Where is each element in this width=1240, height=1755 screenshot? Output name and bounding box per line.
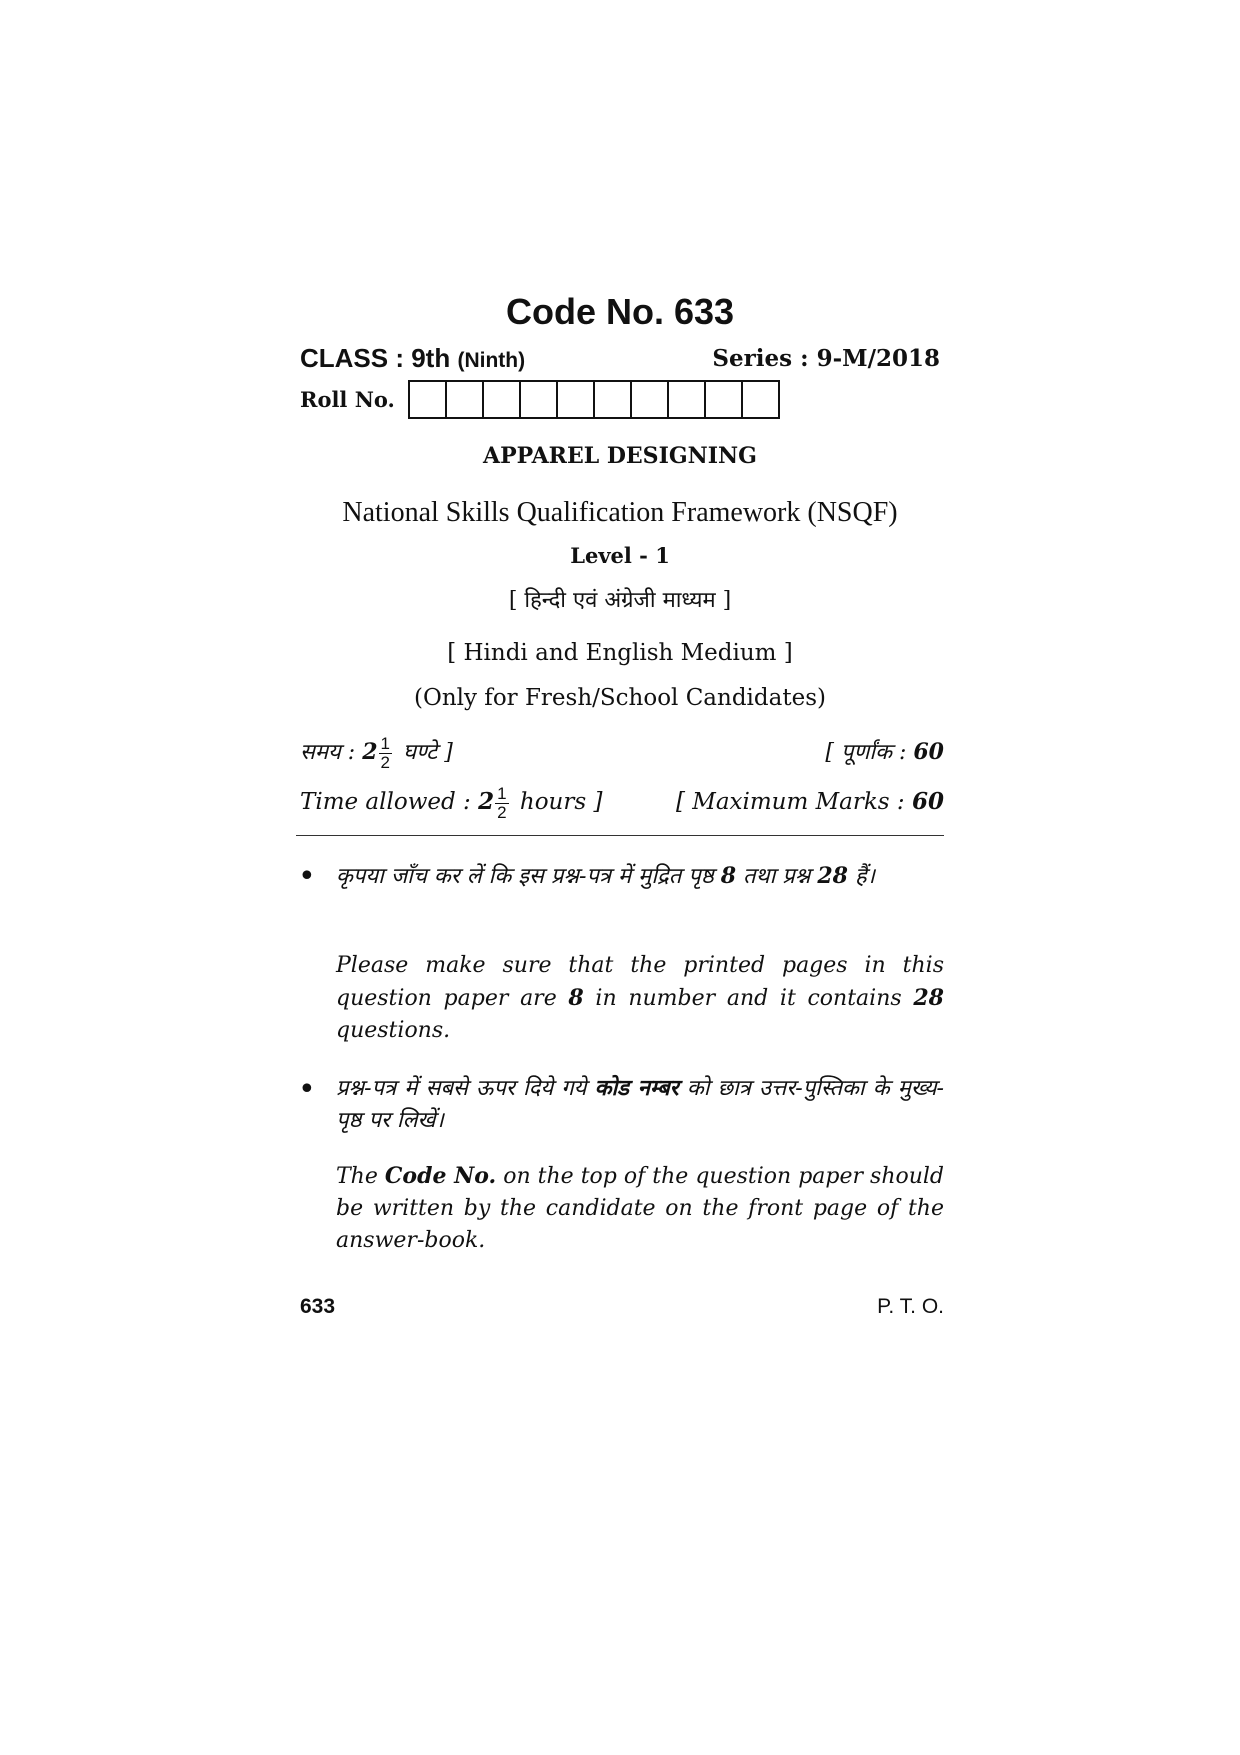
roll-number-box	[741, 380, 780, 419]
text: The	[336, 1164, 385, 1189]
roll-number-box	[408, 380, 447, 419]
frac-num: 1	[497, 783, 507, 803]
roll-number-box	[519, 380, 558, 419]
medium-english: [ Hindi and English Medium ]	[447, 640, 793, 666]
class-small: (Ninth)	[457, 349, 526, 372]
code-number-bold: कोड नम्बर	[594, 1075, 679, 1101]
bullet-1: •	[298, 859, 316, 894]
text: को छात्र उत्तर-पुस्तिका के मुख्य-पृष्ठ पर लिखें।	[336, 1076, 944, 1133]
bullet-2: •	[298, 1072, 316, 1107]
text: Please make sure that the printed pages in this question paper are	[336, 953, 944, 1011]
instruction-1-hindi	[336, 860, 944, 893]
roll-number-box	[704, 380, 743, 419]
roll-number-box	[630, 380, 669, 419]
footer-code: 633	[300, 1295, 336, 1318]
marks-english	[676, 782, 944, 822]
text: कृपया जाँच कर लें कि इस प्रश्न-पत्र में मुद्रित पृष्ठ	[336, 864, 721, 889]
roll-number-box	[445, 380, 484, 419]
time-whole-hi: 2	[362, 739, 378, 765]
code-no-bold: Code No.	[384, 1163, 497, 1189]
roll-number-boxes	[408, 380, 780, 419]
subject-title: APPAREL DESIGNING	[483, 443, 757, 469]
roll-number-label: Roll No.	[300, 387, 395, 412]
medium-hindi: [ हिन्दी एवं अंग्रेजी माध्यम ]	[508, 588, 732, 613]
roll-number-box	[482, 380, 521, 419]
text: questions.	[336, 1018, 451, 1043]
time-whole-en: 2	[478, 788, 495, 815]
level-label: Level - 1	[570, 543, 670, 568]
footer-pto: P. T. O.	[877, 1295, 944, 1318]
roll-number-box	[593, 380, 632, 419]
time-en-unit: hours ]	[519, 789, 603, 815]
instruction-1-english	[336, 950, 944, 1047]
text: तथा प्रश्न	[736, 864, 818, 889]
frac-den: 2	[497, 802, 507, 822]
marks-hi-label: [ पूर्णांक :	[825, 740, 914, 765]
marks-value-en: 60	[911, 788, 944, 815]
time-hi-unit: घण्टे ]	[402, 740, 453, 765]
class-label	[300, 340, 525, 379]
frac-den: 2	[380, 752, 390, 772]
marks-value-hi: 60	[913, 739, 944, 765]
marks-hindi	[825, 732, 944, 773]
frac-num: 1	[380, 733, 390, 753]
class-value: CLASS : 9th	[300, 343, 451, 373]
time-fraction-hi	[379, 735, 392, 772]
framework-title: National Skills Qualification Framework (NSQF)	[342, 497, 898, 528]
marks-en-label: [ Maximum Marks :	[675, 789, 912, 815]
text: on the top of the question paper should be written by the candidate on the front page of the answer-book.	[336, 1164, 945, 1253]
time-hindi	[300, 732, 453, 773]
text: in number and it contains	[583, 986, 914, 1011]
time-english	[300, 782, 602, 822]
series-label: Series : 9-M/2018	[712, 345, 940, 372]
time-fraction-en	[495, 785, 508, 822]
instruction-2-hindi	[336, 1072, 944, 1137]
pages-count: 8	[720, 863, 736, 889]
roll-number-box	[556, 380, 595, 419]
text: हैं।	[847, 864, 875, 889]
question-count: 28	[913, 985, 944, 1011]
candidates-note: (Only for Fresh/School Candidates)	[414, 685, 826, 711]
time-hi-label: समय :	[300, 740, 363, 765]
time-en-label: Time allowed :	[300, 789, 479, 815]
text: प्रश्न-पत्र में सबसे ऊपर दिये गये	[336, 1076, 595, 1101]
pages-count: 8	[568, 985, 584, 1011]
question-count: 28	[817, 863, 848, 889]
divider-rule	[296, 835, 944, 836]
code-title: Code No. 633	[505, 291, 735, 332]
instruction-2-english	[336, 1160, 944, 1257]
roll-number-box	[667, 380, 706, 419]
